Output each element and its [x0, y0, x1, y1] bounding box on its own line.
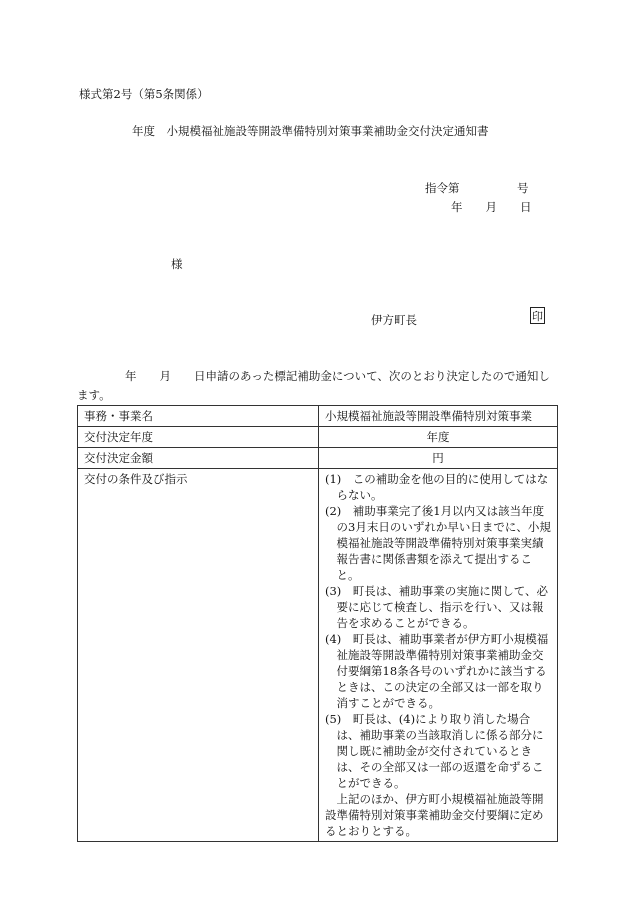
row-label-fiscal-year: 交付決定年度 — [78, 427, 319, 448]
row-label-project-name: 事務・事業名 — [78, 406, 319, 427]
document-title: 年度 小規模福祉施設等開設準備特別対策事業補助金交付決定通知書 — [132, 124, 489, 138]
row-value-conditions — [319, 469, 558, 842]
table-row — [78, 469, 558, 842]
table-row — [78, 448, 558, 469]
row-value-project-name: 小規模福祉施設等開設準備特別対策事業 — [319, 406, 558, 427]
seal-mark: 印 — [530, 307, 545, 324]
condition-item-1: (1) この補助金を他の目的に使用してはならない。 — [325, 472, 549, 502]
decision-table — [77, 405, 558, 842]
issue-date: 年 月 日 — [451, 200, 532, 214]
condition-item-3: (3) 町長は、補助事業の実施に関して、必要に応じて検査し、指示を行い、又は報告を求めることができる。 — [325, 584, 549, 630]
row-label-conditions: 交付の条件及び指示 — [78, 469, 319, 842]
row-value-amount: 円 — [319, 448, 558, 469]
addressee-honorific: 様 — [171, 257, 183, 271]
row-value-fiscal-year: 年度 — [319, 427, 558, 448]
closing-note: 上記のほか、伊方町小規模福祉施設等開設準備特別対策事業補助金交付要綱に定めるとおりとする。 — [325, 792, 544, 838]
issue-number: 指令第 号 — [425, 181, 529, 195]
intro-text: 年 月 日申請のあった標記補助金について、次のとおり決定したので通知します。 — [77, 369, 550, 402]
condition-item-2: (2) 補助事業完了後1月以内又は該当年度の3月末日のいずれか早い日までに、小規模福祉施設等開設準備特別対策事業実績報告書に関係書類を添えて提出すること。 — [325, 504, 551, 582]
row-label-amount: 交付決定金額 — [78, 448, 319, 469]
issuer-name: 伊方町長 — [371, 313, 417, 327]
condition-item-5: (5) 町長は、(4)により取り消した場合は、補助事業の当該取消しに係る部分に関し既に補助金が交付されているときは、その全部又は一部の返還を命ずることができる。 — [325, 712, 544, 790]
form-number: 様式第2号（第5条関係） — [79, 87, 209, 101]
condition-item-4: (4) 町長は、補助事業者が伊方町小規模福祉施設等開設準備特別対策事業補助金交付要綱第18条各号のいずれかに該当するときは、この決定の全部又は一部を取り消すことができる。 — [325, 632, 549, 710]
table-row — [78, 427, 558, 448]
table-row — [78, 406, 558, 427]
